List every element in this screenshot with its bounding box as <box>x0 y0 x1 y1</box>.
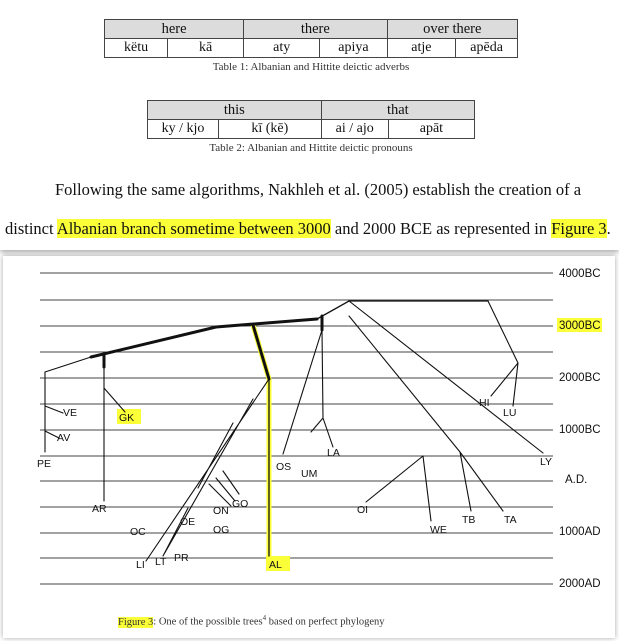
table-header-row <box>105 20 518 39</box>
leaf-label-lu: LU <box>503 407 517 419</box>
time-label: 2000BC <box>559 372 601 384</box>
leaf-label-go: GO <box>232 498 249 510</box>
leaf-label-av: AV <box>57 432 71 444</box>
leaf-label-al: AL <box>269 559 282 571</box>
table-deictic-pronouns <box>147 100 475 139</box>
leaf-label-lt: LT <box>155 556 167 568</box>
table-row <box>105 39 518 58</box>
figure-caption-label: Figure 3 <box>118 616 154 628</box>
cell-albanian-this: ky / kjo <box>148 120 219 139</box>
cell-hittite-there: apiya <box>320 39 387 58</box>
footnote-marker: 4 <box>262 614 267 622</box>
header-here: here <box>105 20 244 39</box>
time-label: 3000BC <box>559 320 601 332</box>
time-label: 1000AD <box>559 526 601 538</box>
time-label: 1000BC <box>559 424 601 436</box>
figure-caption <box>118 614 385 628</box>
leaf-label-os: OS <box>276 461 292 473</box>
leaf-label-la: LA <box>327 447 340 459</box>
table-header-row <box>148 101 475 120</box>
leaf-label-um: UM <box>301 468 318 480</box>
leaf-label-tb: TB <box>462 514 476 526</box>
table2-caption: Table 2: Albanian and Hittite deictic pronouns <box>209 142 413 154</box>
leaf-label-oc: OC <box>130 526 146 538</box>
paragraph-text: and 2000 BCE as represented in <box>330 219 552 238</box>
document-excerpt <box>0 0 619 250</box>
paragraph-text: distinct <box>5 219 57 238</box>
header-there: there <box>244 20 387 39</box>
paragraph-line-2 <box>5 219 611 239</box>
table1-caption: Table 1: Albanian and Hittite deictic adverbs <box>212 61 410 73</box>
figure-panel <box>3 256 615 638</box>
leaf-label-pe: PE <box>37 458 52 470</box>
branch-left <box>45 357 125 501</box>
leaf-label-hi: HI <box>479 397 490 409</box>
table-deictic-adverbs <box>104 19 518 58</box>
branch-highlight-albanian <box>253 325 269 556</box>
cell-hittite-this: kī (kē) <box>218 120 321 139</box>
cell-albanian-over-there: atje <box>387 39 456 58</box>
table-row <box>148 120 475 139</box>
leaf-label-gk: GK <box>119 412 135 424</box>
header-over-there: over there <box>387 20 517 39</box>
cell-hittite-here: kā <box>168 39 244 58</box>
cell-albanian-here: këtu <box>105 39 168 58</box>
header-this: this <box>148 101 322 120</box>
leaf-label-ly: LY <box>540 456 553 468</box>
figure-caption-text: : One of the possible trees <box>153 616 263 628</box>
leaf-label-ar: AR <box>92 503 107 515</box>
leaf-label-oi: OI <box>357 504 369 516</box>
phylogeny-tree-figure <box>3 256 615 638</box>
leaf-label-og: OG <box>213 524 230 536</box>
cell-albanian-that: ai / ajo <box>321 120 388 139</box>
figure-reference-link[interactable]: Figure 3 <box>551 219 607 238</box>
leaf-label-ve: VE <box>63 407 78 419</box>
header-that: that <box>321 101 474 120</box>
leaf-label-pr: PR <box>174 552 189 564</box>
leaf-label-li: LI <box>136 559 145 571</box>
figure-caption-text: based on perfect phylogeny <box>266 616 385 628</box>
paragraph-line-1: Following the same algorithms, Nakhleh et al. (2005) establish the creation of a <box>55 180 582 199</box>
leaf-label-oe: OE <box>180 516 196 528</box>
leaf-label-on: ON <box>213 505 229 517</box>
time-label: A.D. <box>565 474 588 486</box>
cell-hittite-that: apāt <box>388 120 474 139</box>
cell-albanian-there: aty <box>244 39 320 58</box>
branch-fan <box>146 379 269 561</box>
time-labels <box>559 268 601 590</box>
time-label: 2000AD <box>559 578 601 590</box>
leaf-label-ta: TA <box>504 514 517 526</box>
time-label: 4000BC <box>559 268 601 280</box>
branch-bold-trunk <box>91 319 317 357</box>
leaf-labels <box>37 397 552 571</box>
leaf-label-we: WE <box>430 524 447 536</box>
cell-hittite-over-there: apēda <box>456 39 518 58</box>
highlighted-phrase: Albanian branch sometime between 3000 <box>56 219 331 238</box>
branch-root <box>317 301 488 319</box>
paragraph-text: . <box>606 219 611 238</box>
